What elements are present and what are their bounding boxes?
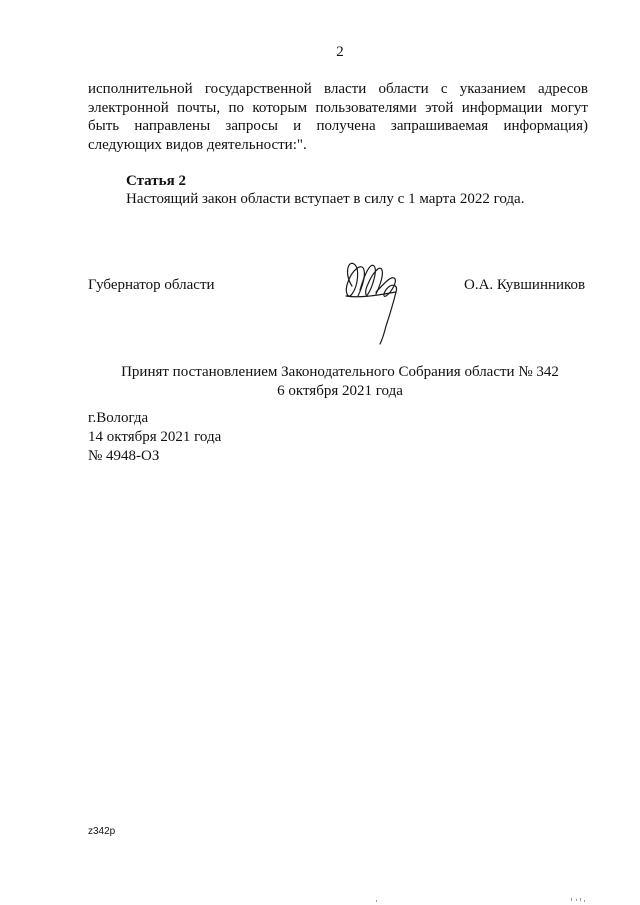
signatory-name: О.А. Кувшинников [464,277,586,293]
signing-date: 14 октября 2021 года [88,429,222,445]
city: г.Вологда [88,410,149,426]
article-text: Настоящий закон области вступает в силу с 1 марта 2022 года. [126,191,525,207]
adoption-date: 6 октября 2021 года [277,382,403,399]
intro-paragraph [88,80,588,154]
paragraph-line: исполнительной государственной власти области с указанием адресов [88,81,588,97]
adoption-statement [0,363,640,400]
paragraph-line: электронной почты, по которым пользователями этой информации могут [88,99,588,116]
paragraph-line: следующих видов деятельности:". [88,136,307,153]
page-number: 2 [336,44,344,60]
article-title: Статья 2 [126,173,186,189]
document-code: z342p [88,826,116,837]
handwritten-signature [338,256,410,348]
law-number: № 4948-ОЗ [88,448,160,464]
signatory-role: Губернатор области [88,277,215,293]
paragraph-line: быть направлены запросы и получена запрашиваемая информация) [88,118,588,134]
adoption-line: Принят постановлением Законодательного Собрания области № 342 [121,364,559,380]
